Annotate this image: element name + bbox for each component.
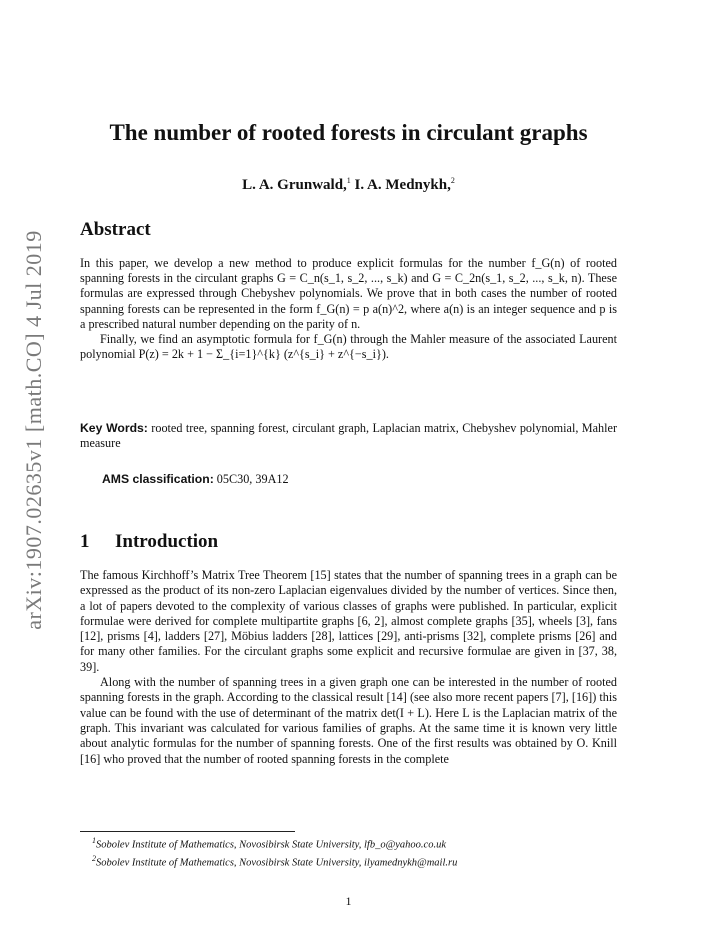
- ams-label: AMS classification:: [102, 472, 214, 486]
- ams-classification: [102, 472, 289, 487]
- ams-codes: 05C30, 39A12: [216, 472, 289, 486]
- keywords-label: Key Words:: [80, 421, 148, 435]
- footnote-2-text: Sobolev Institute of Mathematics, Novosibirsk State University, ilyamednykh@mail.ru: [96, 857, 458, 869]
- keywords: [80, 421, 617, 451]
- author-2-footnote-mark: 2: [450, 176, 455, 185]
- arxiv-identifier-text: arXiv:1907.02635v1 [math.CO] 4 Jul 2019: [21, 230, 46, 630]
- introduction-body: [80, 568, 617, 767]
- footnote-2-mark: 2: [92, 854, 96, 863]
- section-heading-introduction: [80, 531, 218, 553]
- intro-paragraph-1: The famous Kirchhoff’s Matrix Tree Theorem [15] states that the number of spanning trees in a graph can be expressed as the product of its non-zero Laplacian eigenvalues divided by the number of vertices. Since then, a lot of papers devoted to the complexity of various classes of graphs were published. In particular, explicit formulae were derived for complete multipartite graphs [6, 2], almost complete graphs [35], wheels [3], fans [12], prisms [4], ladders [27], Möbius ladders [28], lattices [29], anti-prisms [32], complete prisms [26] and for many other families. For the circulant graphs some explicit and recursive formulae are given in [37, 38, 39].: [80, 568, 617, 674]
- arxiv-identifier: [18, 220, 50, 640]
- abstract-heading: Abstract: [80, 219, 151, 240]
- footnote-rule: [80, 831, 295, 832]
- footnote-1-text: Sobolev Institute of Mathematics, Novosibirsk State University, lfb_o@yahoo.co.uk: [96, 839, 446, 851]
- author-list: [80, 176, 617, 194]
- author-1-footnote-mark: 1: [346, 176, 351, 185]
- abstract-body: [80, 256, 617, 362]
- footnote-1-mark: 1: [92, 836, 96, 845]
- intro-paragraph-2: Along with the number of spanning trees in a given graph one can be interested in the number of rooted spanning forests in the graph. According to the classical result [14] (see also more recent papers [7], [16]) this value can be found with the use of determinant of the matrix det(I + L). Here L is the Laplacian matrix of the graph. This invariant was calculated for various families of graphs. At the same time it is known very little about analytic formulas for the number of spanning forests. One of the first results was obtained by O. Knill [16] who proved that the number of rooted spanning forests in the complete: [80, 675, 617, 766]
- section-title: Introduction: [115, 531, 219, 552]
- footnotes: [92, 834, 457, 870]
- author-2: I. A. Mednykh,: [354, 177, 451, 193]
- section-number: 1: [80, 531, 90, 552]
- abstract-paragraph-2: Finally, we find an asymptotic formula for f_G(n) through the Mahler measure of the associated Laurent polynomial P(z) = 2k + 1 − Σ_{i=1}^{k} (z^{s_i} + z^{−s_i}).: [80, 332, 617, 362]
- keywords-text: rooted tree, spanning forest, circulant graph, Laplacian matrix, Chebyshev polynomial, Mahler measure: [80, 421, 617, 451]
- abstract-paragraph-1: In this paper, we develop a new method to produce explicit formulas for the number f_G(n) of rooted spanning forests in the circulant graphs G = C_n(s_1, s_2, ..., s_k) and G = C_2n(s_1, s_2, ..., s_k, n). These formulas are expressed through Chebyshev polynomials. We prove that in both cases the number of rooted spanning forests can be represented in the form f_G(n) = p a(n)^2, where a(n) is an integer sequence and p is a prescribed natural number depending on the parity of n.: [80, 256, 617, 331]
- paper-title: The number of rooted forests in circulant graphs: [109, 120, 588, 145]
- author-1: L. A. Grunwald,: [242, 177, 347, 193]
- footnote-1: [92, 834, 457, 852]
- page-number: 1: [345, 894, 352, 908]
- footnote-2: [92, 852, 457, 870]
